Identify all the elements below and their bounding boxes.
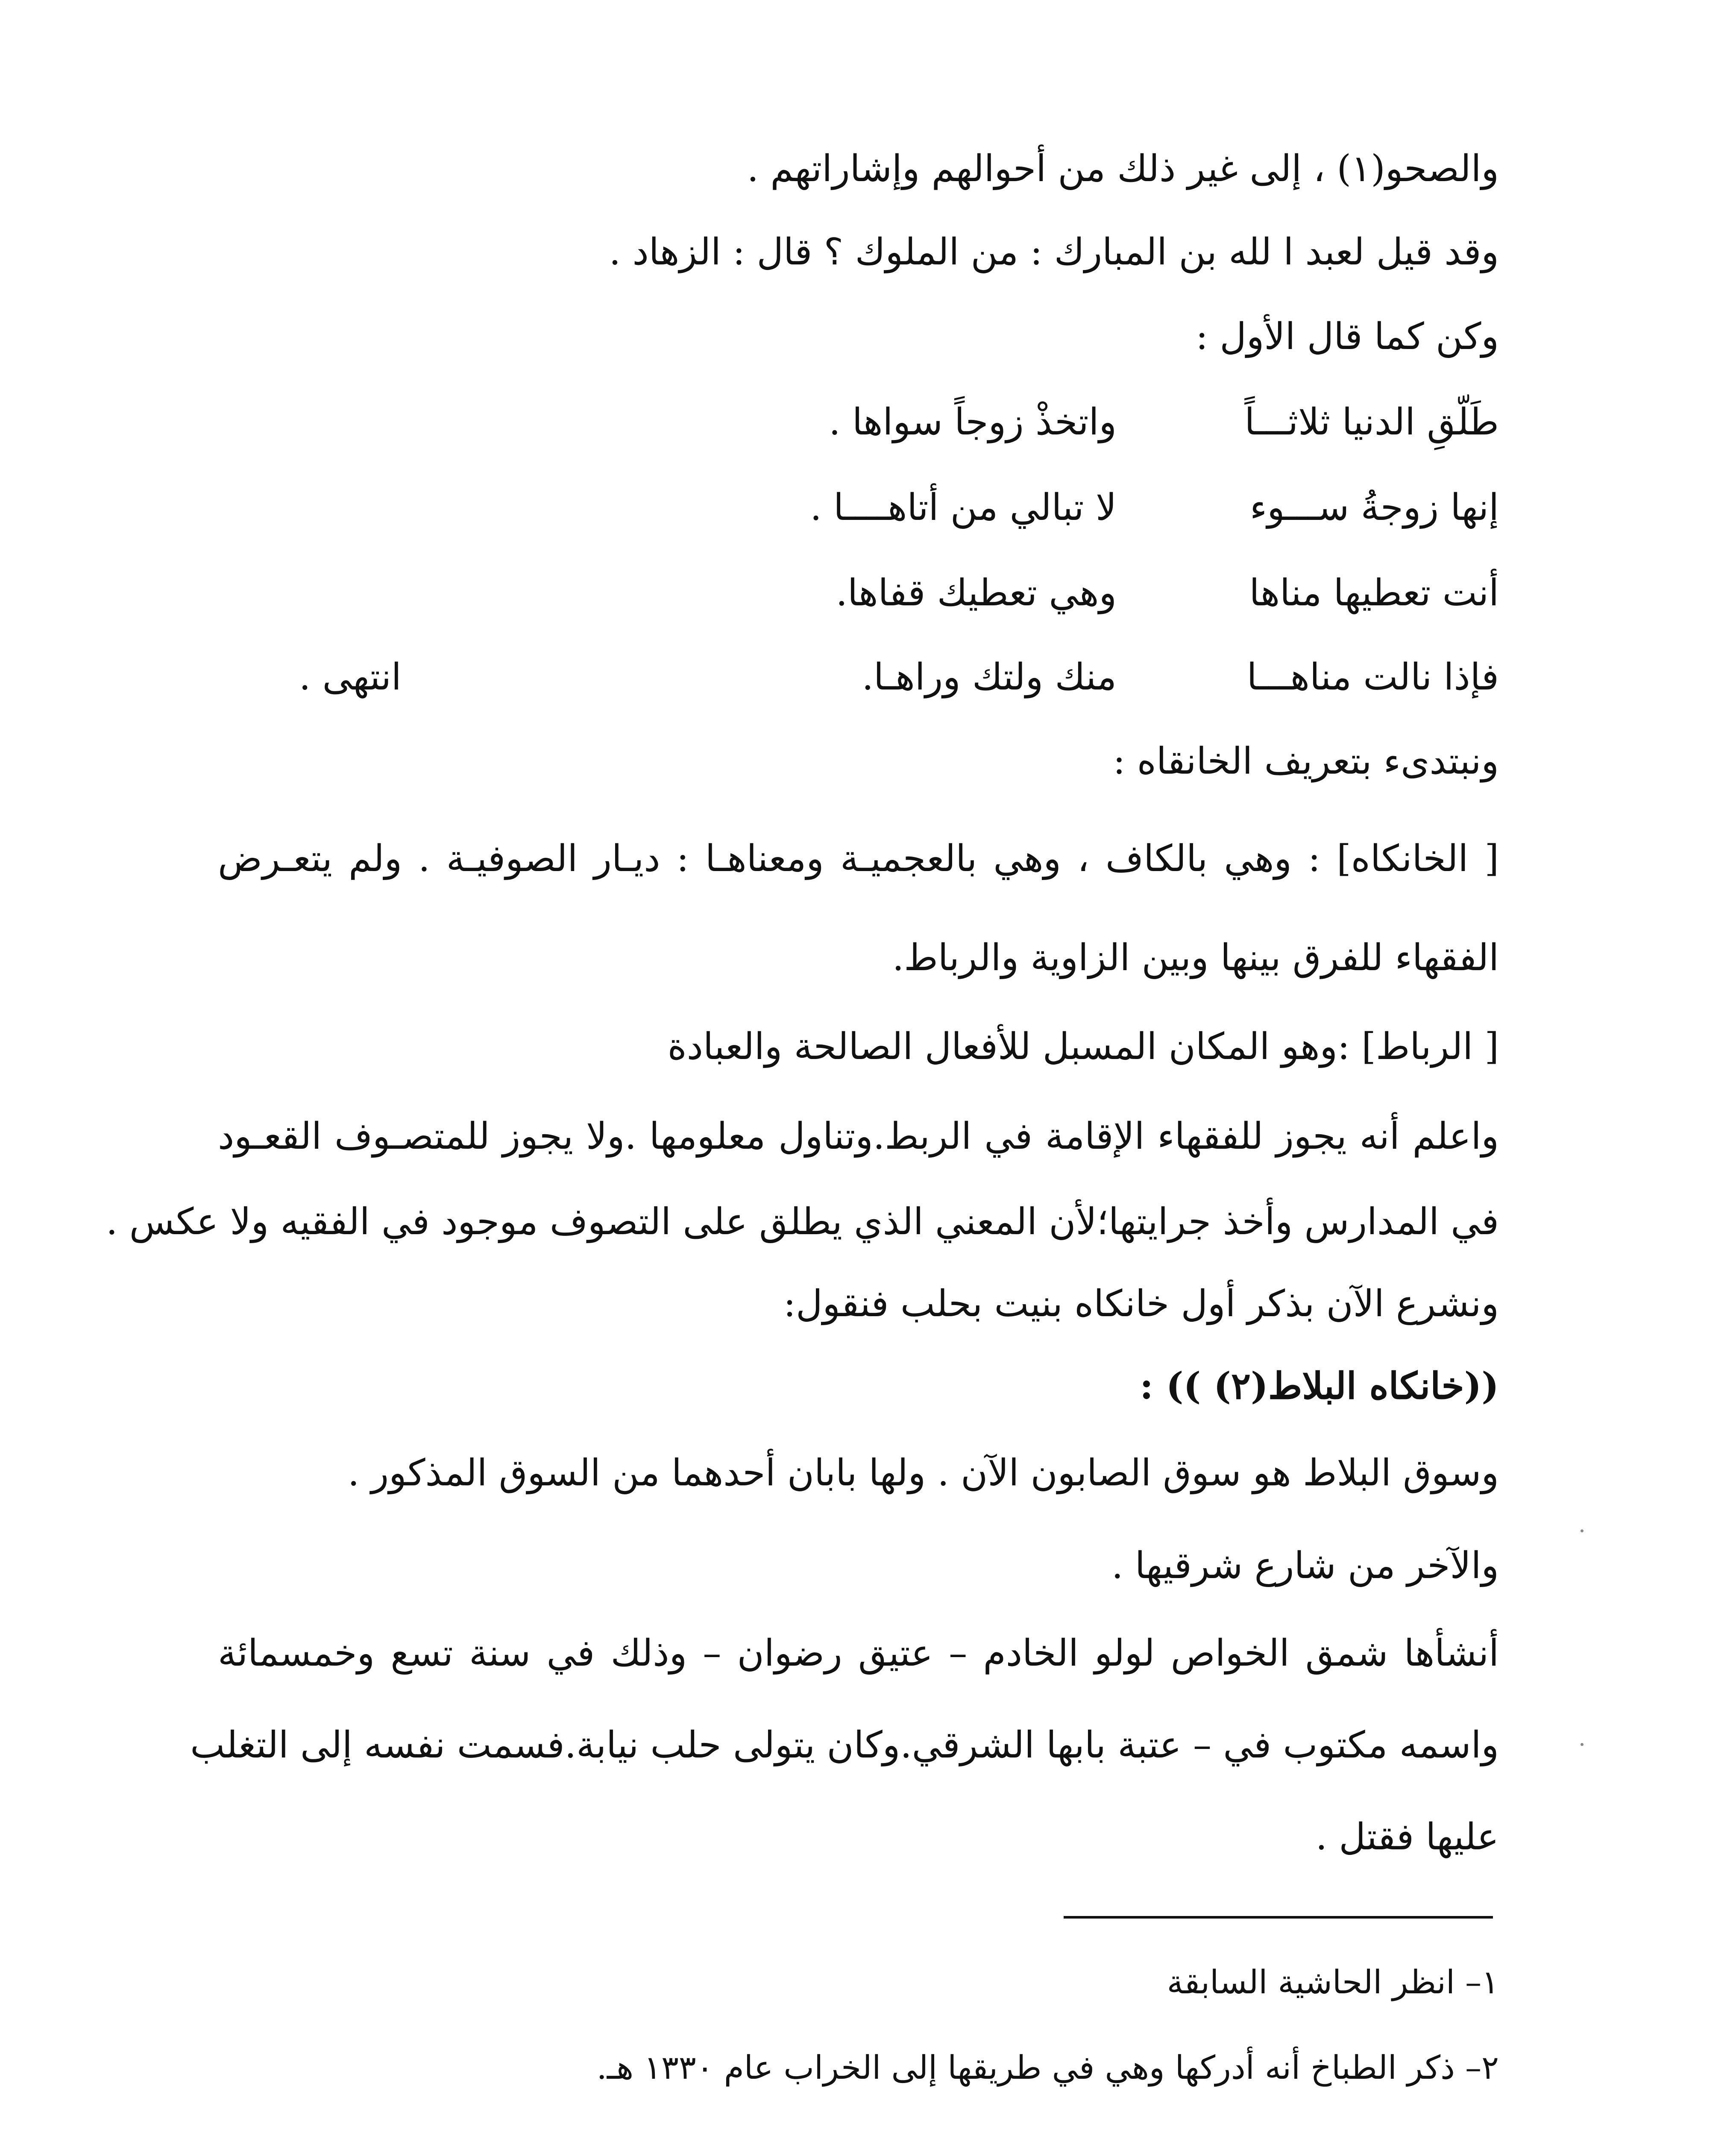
text-line: والصحو(١) ، إلى غير ذلك من أحوالهم وإشاراتهم . xyxy=(747,147,1499,190)
text-line: ونشرع الآن بذكر أول خانكاه بنيت بحلب فنقول: xyxy=(783,1282,1499,1325)
verse-first-hemistich: فإذا نالت مناهـــا xyxy=(1246,656,1499,698)
verse-end-marker: انتهى . xyxy=(299,656,402,698)
verse-second-hemistich: لا تبالي من أتاهــــا . xyxy=(810,486,1117,529)
text-line: أنشأها شمق الخواص لولو الخادم – عتيق رضوان – وذلك في سنة تسع وخمسمائة xyxy=(218,1632,1499,1675)
text-line: عليها فقتل . xyxy=(1315,1816,1499,1858)
footnote-separator xyxy=(1064,1916,1493,1919)
scan-speck xyxy=(1581,1529,1584,1532)
verse-first-hemistich: أنت تعطيها مناها xyxy=(1249,572,1499,614)
section-heading: ((خانكاه البلاط(٢) )) : xyxy=(1140,1364,1499,1408)
verse-first-hemistich: إنها زوجةُ ســـوء xyxy=(1249,486,1499,529)
text-line: وكن كما قال الأول : xyxy=(1196,315,1499,358)
scan-speck xyxy=(1581,1743,1584,1746)
text-line: واسمه مكتوب في – عتبة بابها الشرقي.وكان يتولى حلب نيابة.فسمت نفسه إلى التغلب xyxy=(190,1724,1499,1766)
text-line: وسوق البلاط هو سوق الصابون الآن . ولها بابان أحدهما من السوق المذكور . xyxy=(347,1452,1499,1494)
verse-second-hemistich: منك ولتك وراهـا. xyxy=(862,656,1117,698)
text-line: [ الخانكاه] : وهي بالكاف ، وهي بالعجميـة ومعناهـا : ديـار الصوفيـة . ولم يتعـرض xyxy=(218,837,1499,880)
footnote: ٢– ذكر الطباخ أنه أدركها وهي في طريقها إلى الخراب عام ١٣٣٠ هـ. xyxy=(596,2048,1499,2086)
text-line: واعلم أنه يجوز للفقهاء الإقامة في الربط.وتناول معلومها .ولا يجوز للمتصـوف القعـود xyxy=(218,1115,1499,1158)
verse-first-hemistich: طَلّقِ الدنيا ثلاثـــاً xyxy=(1244,401,1499,443)
text-line: في المدارس وأخذ جرايتها؛لأن المعني الذي يطلق على التصوف موجود في الفقيه ولا عكس . xyxy=(106,1200,1499,1243)
text-line: والآخر من شارع شرقيها . xyxy=(1111,1544,1499,1587)
text-line: ونبتدىء بتعريف الخانقاه : xyxy=(1113,740,1499,783)
footnote: ١– انظر الحاشية السابقة xyxy=(1167,1963,1499,2001)
text-line: [ الرباط] :وهو المكان المسبل للأفعال الصالحة والعبادة xyxy=(667,1025,1499,1068)
text-line: وقد قيل لعبد ا لله بن المبارك : من الملوك ؟ قال : الزهاد . xyxy=(609,231,1499,273)
verse-second-hemistich: واتخذْ زوجاً سواها . xyxy=(829,401,1117,443)
verse-second-hemistich: وهي تعطيك قفاها. xyxy=(836,572,1117,614)
text-line: الفقهاء للفرق بينها وبين الزاوية والرباط. xyxy=(892,936,1499,979)
